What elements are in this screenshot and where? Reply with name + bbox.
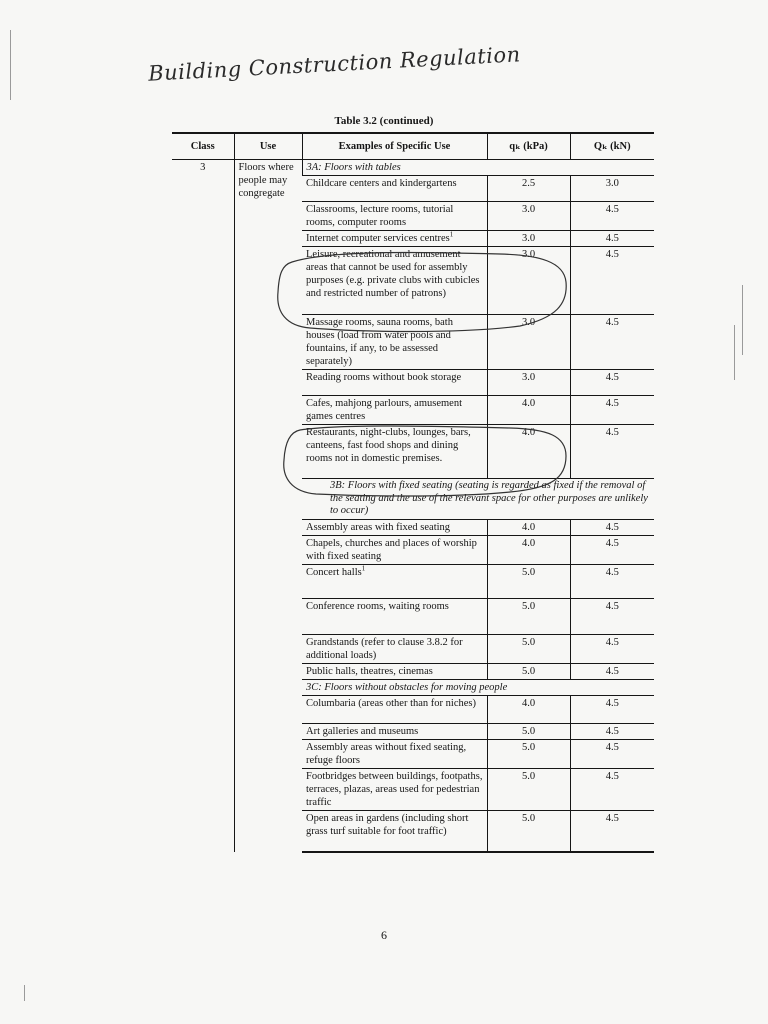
header-qk: qₖ (kPa) [487,133,570,160]
header-Qk: Qₖ (kN) [570,133,654,160]
scan-edge-line-right-2 [742,285,743,355]
handwritten-title: Building Construction Regulation [147,42,522,86]
use-example: Footbridges between buildings, footpaths, terraces, plazas, areas used for pedestrian traffic [302,768,487,810]
qk-value: 4.0 [487,519,570,535]
subheading-3b: 3B: Floors with fixed seating (seating is regarded as fixed if the removal of the seating and the use of the relevant space for other purposes are unlikely to occur) [302,479,654,520]
qk-value: 5.0 [487,634,570,663]
table-caption: Table 3.2 (continued) [334,115,434,127]
Qk-value: 4.5 [570,247,654,315]
qk-value: 5.0 [487,663,570,679]
header-use: Use [234,133,302,160]
scan-edge-line-left-lower [24,985,25,1001]
use-cell: Floors where people may congregate [234,160,302,853]
subheading-3c: 3C: Floors without obstacles for moving people [302,679,654,695]
use-example: Assembly areas without fixed seating, refuge floors [302,739,487,768]
scan-edge-line-right [734,325,735,380]
Qk-value: 4.5 [570,370,654,396]
use-example: Leisure, recreational and amusement areas that cannot be used for assembly purposes (e.g. private clubs with cubicles and restricted number of patrons) [302,247,487,315]
Qk-value: 4.5 [570,535,654,564]
use-example: Childcare centers and kindergartens [302,176,487,202]
header-examples: Examples of Specific Use [302,133,487,160]
qk-value: 5.0 [487,768,570,810]
qk-value: 4.0 [487,425,570,479]
qk-value: 3.0 [487,370,570,396]
subheading-3a: 3A: Floors with tables [302,160,654,176]
Qk-value: 4.5 [570,315,654,370]
Qk-value: 3.0 [570,176,654,202]
Qk-value: 4.5 [570,695,654,723]
qk-value: 5.0 [487,564,570,598]
table-header-row [172,133,654,160]
use-example: Columbaria (areas other than for niches) [302,695,487,723]
Qk-value: 4.5 [570,598,654,634]
page-number: 6 [381,928,387,942]
qk-value: 3.0 [487,315,570,370]
footnote-mark: 1 [449,230,454,239]
footnote-mark: 1 [361,564,366,572]
use-example: Public halls, theatres, cinemas [302,663,487,679]
header-class: Class [172,133,234,160]
Qk-value: 4.5 [570,425,654,479]
qk-value: 4.0 [487,535,570,564]
qk-value: 2.5 [487,176,570,202]
use-example: Concert halls$^1$ [302,564,487,598]
use-example: Assembly areas with fixed seating [302,519,487,535]
qk-value: 5.0 [487,810,570,852]
qk-value: 5.0 [487,739,570,768]
use-example: Internet computer services centres$^1$ [302,231,487,247]
Qk-value: 4.5 [570,723,654,739]
qk-value: 4.0 [487,396,570,425]
use-example: Reading rooms without book storage [302,370,487,396]
use-example: Art galleries and museums [302,723,487,739]
qk-value: 5.0 [487,598,570,634]
use-example: Grandstands (refer to clause 3.8.2 for additional loads) [302,634,487,663]
Qk-value: 4.5 [570,231,654,247]
Qk-value: 4.5 [570,663,654,679]
load-table [172,132,654,853]
use-example: Classrooms, lecture rooms, tutorial rooms, computer rooms [302,202,487,231]
qk-value: 5.0 [487,723,570,739]
use-example: Restaurants, night-clubs, lounges, bars, canteens, fast food shops and dining rooms not in domestic premises. [302,425,487,479]
Qk-value: 4.5 [570,396,654,425]
use-example: Cafes, mahjong parlours, amusement games centres [302,396,487,425]
Qk-value: 4.5 [570,810,654,852]
Qk-value: 4.5 [570,739,654,768]
qk-value: 3.0 [487,231,570,247]
Qk-value: 4.5 [570,768,654,810]
use-example: Massage rooms, sauna rooms, bath houses (load from water pools and fountains, if any, to be assessed separately) [302,315,487,370]
class-cell: 3 [200,162,206,173]
use-example: Chapels, churches and places of worship with fixed seating [302,535,487,564]
Qk-value: 4.5 [570,564,654,598]
qk-value: 3.0 [487,202,570,231]
use-example: Conference rooms, waiting rooms [302,598,487,634]
Qk-value: 4.5 [570,202,654,231]
qk-value: 4.0 [487,695,570,723]
qk-value: 3.0 [487,247,570,315]
Qk-value: 4.5 [570,634,654,663]
scan-edge-line-left [10,30,11,100]
use-example: Open areas in gardens (including short grass turf suitable for foot traffic) [302,810,487,852]
Qk-value: 4.5 [570,519,654,535]
